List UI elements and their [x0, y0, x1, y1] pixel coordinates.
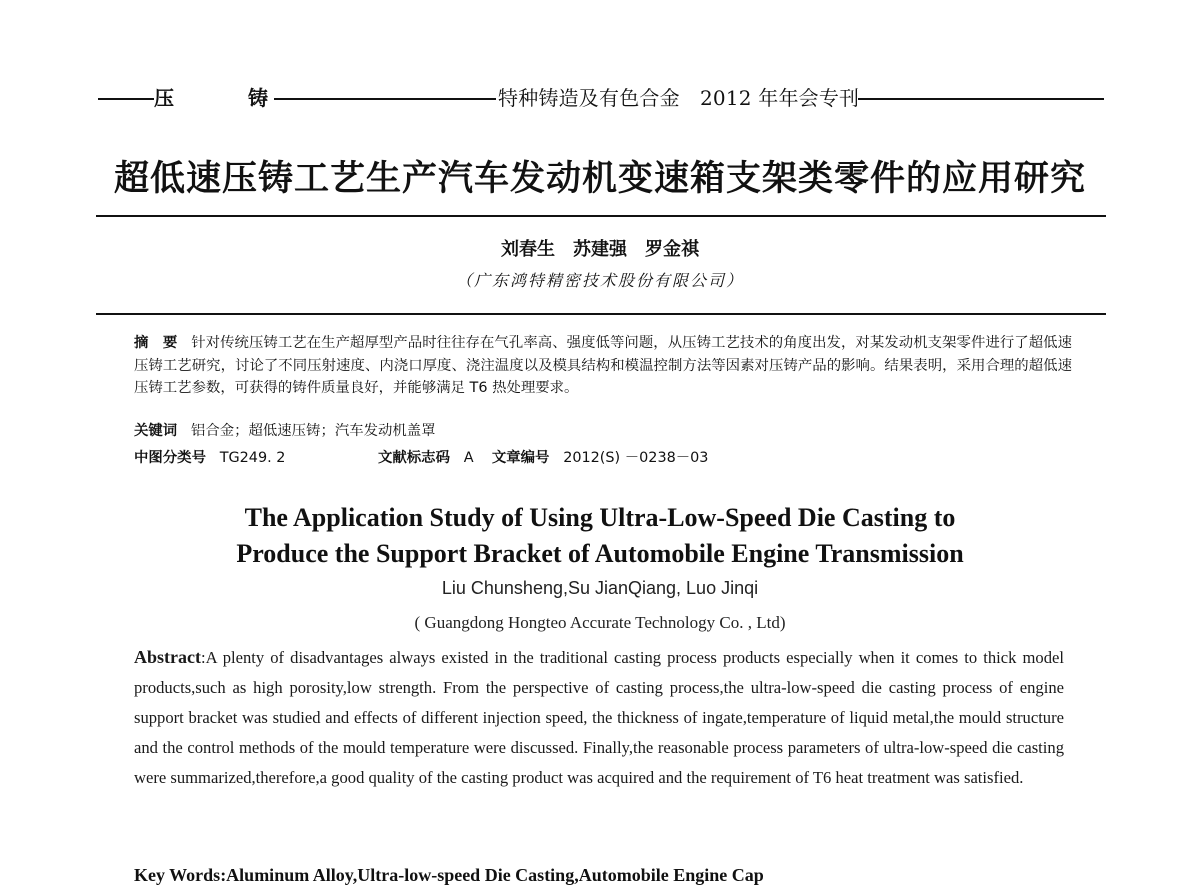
abstract-en-text: :A plenty of disadvantages always existed in the traditional casting process products especially when it comes to thick model products,such as high porosity,low strength. From the perspective of casting process,the ultra-low-speed die casting process of engine support bracket was studied and effects of different injection speed, the thickness of ingate,temperature of liquid metal,the mould structure and the control methods of the mould temperature were discussed. Finally,the reasonable process parameters of ultra-low-speed die casting were summarized,therefore,a good quality of the casting product was acquired and the requirement of T6 heat treatment was satisfied.	[134, 648, 1064, 787]
doc-code-value: A	[463, 450, 474, 466]
paper-title-en	[0, 500, 1200, 572]
abstract-cn-text: 针对传统压铸工艺在生产超厚型产品时往往存在气孔率高、强度低等问题，从压铸工艺技术的角度出发，对某发动机支架零件进行了超低速压铸工艺研究，讨论了不同压射速度、内浇口厚度、浇注温度以及模具结构和模温控制方法等因素对压铸产品的影响。结果表明，采用合理的超低速压铸工艺参数，可获得的铸件质量良好，并能够满足 T6 热处理要求。	[134, 335, 1072, 396]
paper-title-cn: 超低速压铸工艺生产汽车发动机变速箱支架类零件的应用研究	[113, 159, 1086, 199]
header-rule-left	[98, 98, 154, 100]
affiliation-en: ( Guangdong Hongteo Accurate Technology Co. , Ltd)	[414, 613, 786, 632]
title-rule-top	[96, 215, 1106, 217]
article-no-value: 2012(S) －0238－03	[563, 450, 709, 466]
abstract-en-label: Abstract	[134, 647, 201, 667]
abstract-cn	[134, 332, 1072, 400]
running-header	[98, 84, 1104, 112]
authors-cn: 刘春生 苏建强 罗金祺	[501, 239, 699, 260]
keywords-cn-text: 铝合金；超低速压铸；汽车发动机盖罩	[190, 423, 436, 439]
header-section-char-1: 压	[154, 86, 174, 110]
paper-title-en-line-1: The Application Study of Using Ultra-Low-Speed Die Casting to	[244, 503, 956, 532]
clc-label: 中图分类号	[134, 450, 206, 466]
abstract-cn-label: 摘 要	[134, 335, 178, 351]
keywords-cn	[134, 420, 436, 442]
header-rule-middle	[274, 98, 496, 100]
title-rule-bottom	[96, 313, 1106, 315]
doc-code-label: 文献标志码	[378, 450, 450, 466]
affiliation-cn: （广东鸿特精密技术股份有限公司）	[455, 271, 744, 290]
keywords-en-text: :Aluminum Alloy,Ultra-low-speed Die Casting,Automobile Engine Cap	[220, 865, 764, 885]
keywords-en-label: Key Words	[134, 865, 221, 885]
classification-line	[134, 447, 708, 469]
header-section-char-2: 铸	[248, 86, 268, 110]
clc-value: TG249. 2	[219, 450, 286, 466]
keywords-cn-label: 关键词	[134, 423, 178, 439]
header-rule-right	[858, 98, 1104, 100]
keywords-en	[134, 864, 764, 886]
authors-en: Liu Chunsheng,Su JianQiang, Luo Jinqi	[441, 578, 759, 598]
paper-title-en-line-2: Produce the Support Bracket of Automobile Engine Transmission	[236, 539, 964, 568]
abstract-en	[134, 642, 1064, 793]
article-no-label: 文章编号	[491, 450, 550, 466]
header-journal-issue: 特种铸造及有色合金 2012 年年会专刊	[498, 86, 860, 110]
